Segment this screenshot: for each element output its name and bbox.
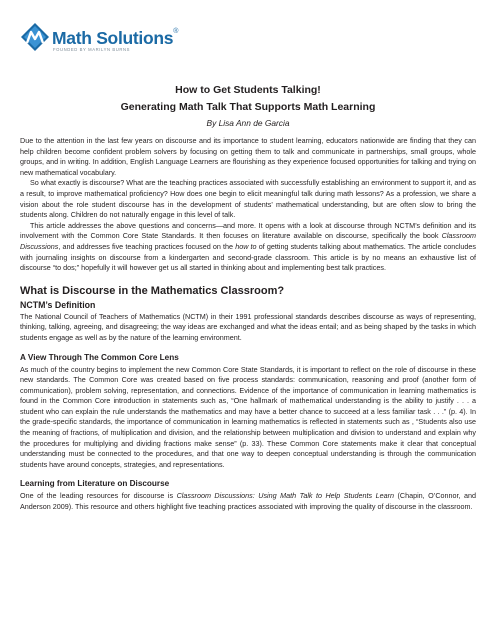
brand-name: Math Solutions [52, 28, 174, 48]
intro-paragraph-3-part-1: This article addresses the above questions and concerns—and more. It opens with a look at discourse through NCTM’s definition and its involvement with the Common Core State Standards. It then focuses on literature available on discourse, specifically the book [20, 220, 476, 241]
brand-tagline: FOUNDED BY MARILYN BURNS [53, 47, 131, 52]
math-solutions-logo [20, 22, 200, 58]
article-byline: By Lisa Ann de Garcia [206, 118, 290, 128]
article-subtitle: Generating Math Talk That Supports Math Learning [120, 101, 376, 113]
literature-paragraph-part-1: One of the leading resources for discourse is [20, 491, 177, 501]
literature-paragraph [20, 491, 476, 512]
book-title-classroom-discussions-full: Classroom Discussions: Using Math Talk to Help Students Learn [176, 491, 394, 501]
intro-paragraph-3-part-2: , and addresses five teaching practices focused on the [58, 241, 236, 251]
article-body [20, 136, 476, 513]
intro-paragraph-3 [20, 221, 476, 274]
how-to-emphasis: how to [235, 241, 257, 251]
book-title-classroom-discussions: Classroom Discussions [20, 231, 476, 251]
subheading-literature-on-discourse: Learning from Literature on Discourse [20, 479, 170, 489]
literature-paragraph-part-2: (Chapin, O’Connor, and Anderson 2009). This resource and others highlight five teaching practices associated with improving the quality of discourse in the classroom. [20, 491, 476, 512]
section-heading-discourse: What is Discourse in the Mathematics Classroom? [20, 284, 285, 297]
intro-paragraph-2: So what exactly is discourse? What are the teaching practices associated with successfully establishing an environment to support it, and as a result, to improve mathematical proficiency? How does one begin to elicit meaningful talk during math lessons? As a profession, we share a vision about the role student discourse has in the development of students’ mathematical understanding, but are often slow to bring the students along. Children do not naturally engage in this level of talk. [20, 178, 476, 220]
subheading-common-core-lens: A View Through The Common Core Lens [20, 352, 179, 362]
math-solutions-logo-icon [20, 22, 50, 52]
intro-paragraph-3-part-3: of getting students talking about mathematics. The article concludes with journaling insights on discourse from a kindergarten and second-grade classroom. This article is by no means an exhaustive list of discourse “to dos;” hopefully it will however get us all started in thinking about and implementing best talk practices. [20, 241, 476, 273]
registered-mark: ® [173, 28, 179, 35]
intro-paragraph-1: Due to the attention in the last few years on discourse and its importance to student learning, educators nationwide are finding that they can help children become confident problem solvers by focusing on getting them to talk and communicate in partnerships, small groups, whole groups, and in writing. In addition, English Language Learners are flourishing as they experience focused opportunities for talking and trying on new mathematical vocabulary. [20, 136, 476, 177]
brand-wordmark [52, 28, 178, 49]
nctm-paragraph: The National Council of Teachers of Mathematics (NCTM) in their 1991 professional standards describes discourse as ways of representing, thinking, talking, agreeing, and disagreeing; the way ideas are exchanged and what the ideas entail; and as being shaped by the tasks in which students engage as well as by the nature of the learning environment. [20, 311, 476, 342]
article-title: How to Get Students Talking! [175, 84, 321, 96]
common-core-paragraph: As much of the country begins to implement the new Common Core State Standards, it is important to reflect on the role of discourse in these new standards. The Common Core was created based on five process standards: communication, reasoning and proof (another form of communication), problem solving, representation, and connections. Evidence of the importance of communication in learning mathematics is found in the Common Core introduction in statements such as, “One hallmark of mathematical understanding is the ability to justify . . . a student who can explain the rule understands the mathematics and may have a better chance to succeed at a less familiar task . . .” (p. 4). In the grade-specific standards, the importance of communication in learning mathematics is reflected in statements such as , “Students also use the meaning of fractions, of multiplication and division, and the relationship between multiplication and division to understand and explain why the procedures for multiplying and dividing fractions make sense” (p. 33). These Common Core statements make it clear that conceptual understanding must be connected to the procedures, and that one way to deepen conceptual understanding is through the communication students have around concepts, strategies, and representations. [20, 364, 476, 469]
subheading-nctm-definition: NCTM’s Definition [20, 299, 96, 310]
